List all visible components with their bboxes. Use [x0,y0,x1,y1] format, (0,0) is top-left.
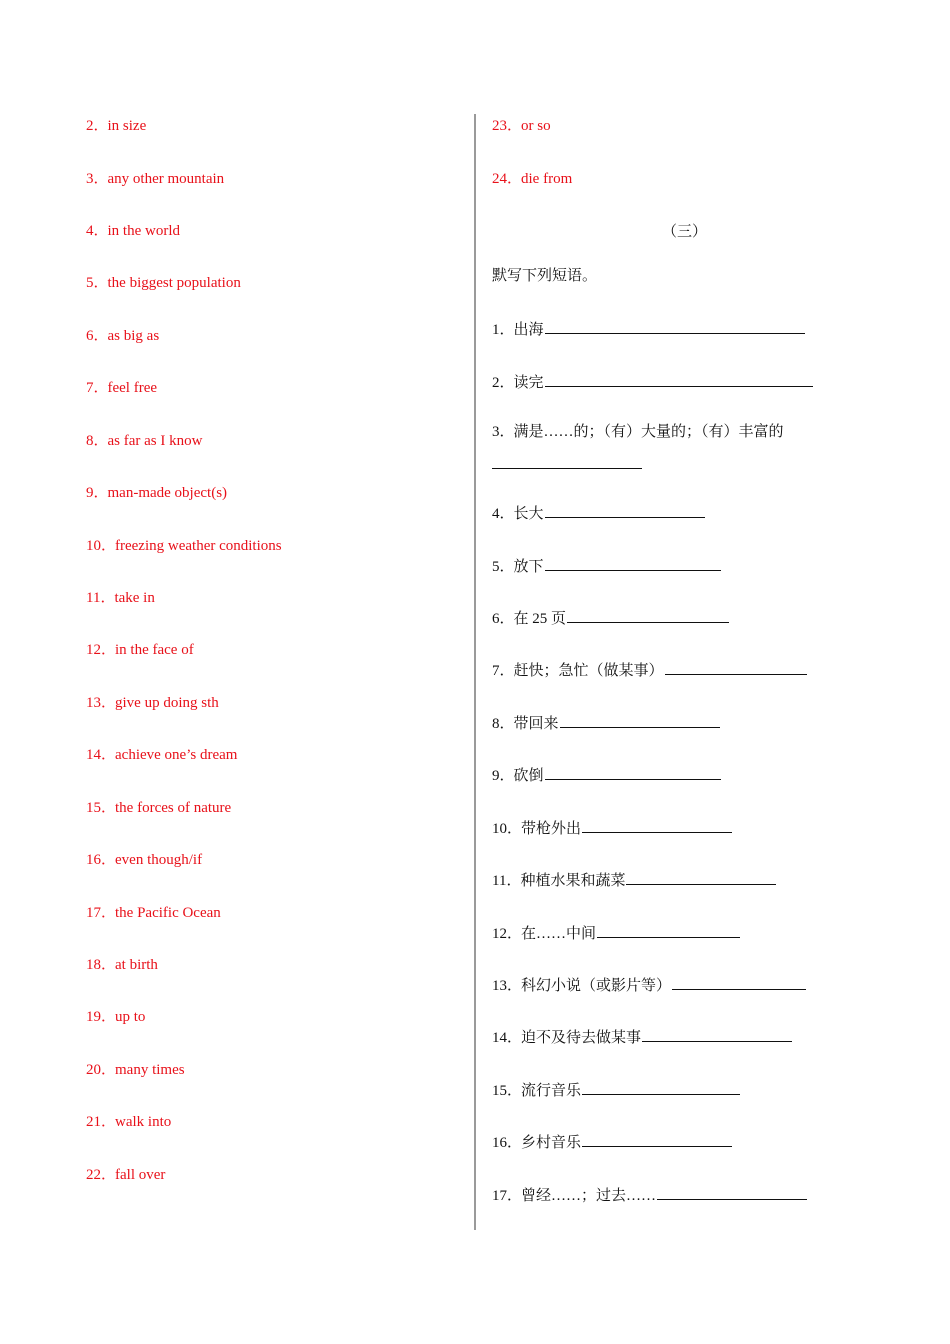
answer-item [492,116,551,136]
item-number: 7 [86,380,94,396]
answer-item [86,693,219,713]
answer-blank[interactable] [560,711,720,728]
item-text: as far as I know [107,433,203,449]
answer-blank[interactable] [545,554,721,571]
number-separator: ． [499,322,515,338]
answer-item [86,378,157,398]
answer-blank[interactable] [582,1078,740,1095]
item-text: 流行音乐 [521,1083,582,1099]
number-separator: ． [93,328,109,344]
item-text: 长大 [513,506,544,522]
item-number: 3 [86,171,94,187]
item-text: or so [521,118,551,134]
exercise-item [492,973,806,996]
number-separator: ． [93,380,109,396]
item-text: many times [115,1062,185,1078]
number-separator: ． [506,873,522,889]
answer-item [86,273,241,293]
answer-blank[interactable] [657,1183,807,1200]
item-text: feel free [107,380,158,396]
number-separator: ． [499,375,515,391]
answer-item [86,483,227,503]
number-separator: ． [507,978,523,994]
item-number: 16 [86,852,101,868]
item-number: 17 [492,1188,507,1204]
exercise-item [492,422,784,442]
item-number: 10 [492,821,507,837]
item-text: as big as [107,328,160,344]
exercise-item [492,554,721,577]
number-separator: ． [100,590,116,606]
answer-item [86,798,231,818]
item-text: 科幻小说（或影片等） [521,978,672,994]
item-text: give up doing sth [115,695,219,711]
item-text: take in [114,590,155,606]
item-number: 11 [492,873,507,889]
number-separator: ． [507,1188,523,1204]
answer-item [86,640,194,660]
item-text: man-made object(s) [107,485,228,501]
item-number: 4 [492,506,500,522]
item-text: the Pacific Ocean [115,905,221,921]
number-separator: ． [507,1135,523,1151]
answer-item [86,955,158,975]
number-separator: ． [101,1062,117,1078]
item-text: achieve one’s dream [115,747,238,763]
number-separator: ． [93,223,109,239]
item-number: 1 [492,322,500,338]
number-separator: ． [101,1009,117,1025]
item-text: walk into [115,1114,172,1130]
answer-item [86,169,224,189]
item-text: at birth [115,957,158,973]
exercise-item [492,868,776,891]
exercise-item [492,921,740,944]
item-number: 12 [492,926,507,942]
item-text: the biggest population [107,275,241,291]
exercise-item [492,606,729,629]
item-number: 17 [86,905,101,921]
answer-item [86,116,146,136]
item-text: fall over [115,1167,166,1183]
number-separator: ． [101,800,117,816]
item-number: 19 [86,1009,101,1025]
item-text: in the world [107,223,180,239]
number-separator: ． [93,275,109,291]
item-text: in the face of [115,642,194,658]
item-text: 出海 [513,322,544,338]
exercise-item [492,711,720,734]
item-text: 放下 [513,559,544,575]
item-number: 6 [86,328,94,344]
number-separator: ． [93,118,109,134]
answer-item [86,745,237,765]
answer-item [86,588,155,608]
exercise-item [492,370,813,393]
item-text: 在 25 页 [513,611,567,627]
item-number: 11 [86,590,101,606]
answer-blank[interactable] [582,816,732,833]
exercise-item [492,317,805,340]
item-number: 14 [86,747,101,763]
answer-blank[interactable] [665,658,807,675]
number-separator: ． [499,611,515,627]
answer-item [86,903,221,923]
number-separator: ． [507,171,523,187]
answer-item [86,1112,171,1132]
number-separator: ． [499,506,515,522]
answer-blank[interactable] [545,317,805,334]
item-text: 砍倒 [513,768,544,784]
number-separator: ． [499,424,515,440]
item-number: 13 [86,695,101,711]
answer-item [86,431,202,451]
number-separator: ． [507,118,523,134]
number-separator: ． [101,852,117,868]
item-text: up to [115,1009,146,1025]
number-separator: ． [101,747,117,763]
number-separator: ． [93,171,109,187]
item-number: 13 [492,978,507,994]
item-number: 12 [86,642,101,658]
answer-item [86,1007,145,1027]
item-text: 读完 [513,375,544,391]
answer-item [492,169,572,189]
item-number: 5 [86,275,94,291]
item-number: 5 [492,559,500,575]
item-text: 迫不及待去做某事 [521,1030,642,1046]
number-separator: ． [499,768,515,784]
exercise-item [492,1183,807,1206]
item-text: the forces of nature [115,800,232,816]
section-heading: （三） [662,224,708,240]
exercise-item [492,1130,732,1153]
number-separator: ． [507,1083,523,1099]
answer-item [86,536,282,556]
number-separator: ． [101,957,117,973]
number-separator: ． [101,1167,117,1183]
answer-blank[interactable] [582,1130,732,1147]
exercise-item [492,501,705,524]
answer-blank[interactable] [545,501,705,518]
item-number: 15 [492,1083,507,1099]
item-text: 乡村音乐 [521,1135,582,1151]
item-text: 赶快；急忙（做某事） [513,663,664,679]
item-number: 2 [86,118,94,134]
answer-item [86,1060,185,1080]
item-number: 7 [492,663,500,679]
number-separator: ． [101,538,117,554]
item-number: 8 [86,433,94,449]
item-text: in size [107,118,147,134]
item-text: 种植水果和蔬菜 [520,873,626,889]
item-text: freezing weather conditions [115,538,282,554]
exercise-item [492,763,721,786]
column-divider [474,114,476,1230]
answer-blank[interactable] [545,370,813,387]
item-text: 在……中间 [521,926,597,942]
answer-blank[interactable] [492,468,642,469]
item-text: even though/if [115,852,203,868]
number-separator: ． [507,1030,523,1046]
exercise-item [492,1078,740,1101]
item-text: 带回来 [513,716,559,732]
item-number: 2 [492,375,500,391]
answer-blank[interactable] [567,606,729,623]
number-separator: ． [93,433,109,449]
answer-item [86,221,180,241]
item-number: 21 [86,1114,101,1130]
item-number: 4 [86,223,94,239]
item-text: 曾经……；过去…… [521,1188,657,1204]
item-number: 3 [492,424,500,440]
item-text: 带枪外出 [521,821,582,837]
item-number: 24 [492,171,507,187]
answer-blank[interactable] [545,763,721,780]
item-number: 20 [86,1062,101,1078]
answer-blank[interactable] [672,973,806,990]
item-number: 9 [492,768,500,784]
exercise-item [492,816,732,839]
answer-item [86,850,202,870]
item-text: 满是……的；（有）大量的；（有）丰富的 [513,424,784,440]
number-separator: ． [101,1114,117,1130]
number-separator: ． [507,926,523,942]
item-text: die from [521,171,573,187]
exercise-item [492,1025,792,1048]
answer-blank[interactable] [642,1025,792,1042]
number-separator: ． [499,559,515,575]
number-separator: ． [101,695,117,711]
item-number: 22 [86,1167,101,1183]
instruction-text: 默写下列短语。 [492,268,598,284]
item-number: 16 [492,1135,507,1151]
item-text: any other mountain [107,171,225,187]
number-separator: ． [499,663,515,679]
exercise-item [492,658,807,681]
item-number: 18 [86,957,101,973]
number-separator: ． [507,821,523,837]
item-number: 9 [86,485,94,501]
item-number: 6 [492,611,500,627]
item-number: 23 [492,118,507,134]
answer-blank[interactable] [597,921,740,938]
number-separator: ． [101,905,117,921]
number-separator: ． [93,485,109,501]
item-number: 14 [492,1030,507,1046]
item-number: 15 [86,800,101,816]
number-separator: ． [499,716,515,732]
item-number: 10 [86,538,101,554]
answer-blank[interactable] [626,868,776,885]
item-number: 8 [492,716,500,732]
number-separator: ． [101,642,117,658]
answer-item [86,326,159,346]
answer-item [86,1165,165,1185]
